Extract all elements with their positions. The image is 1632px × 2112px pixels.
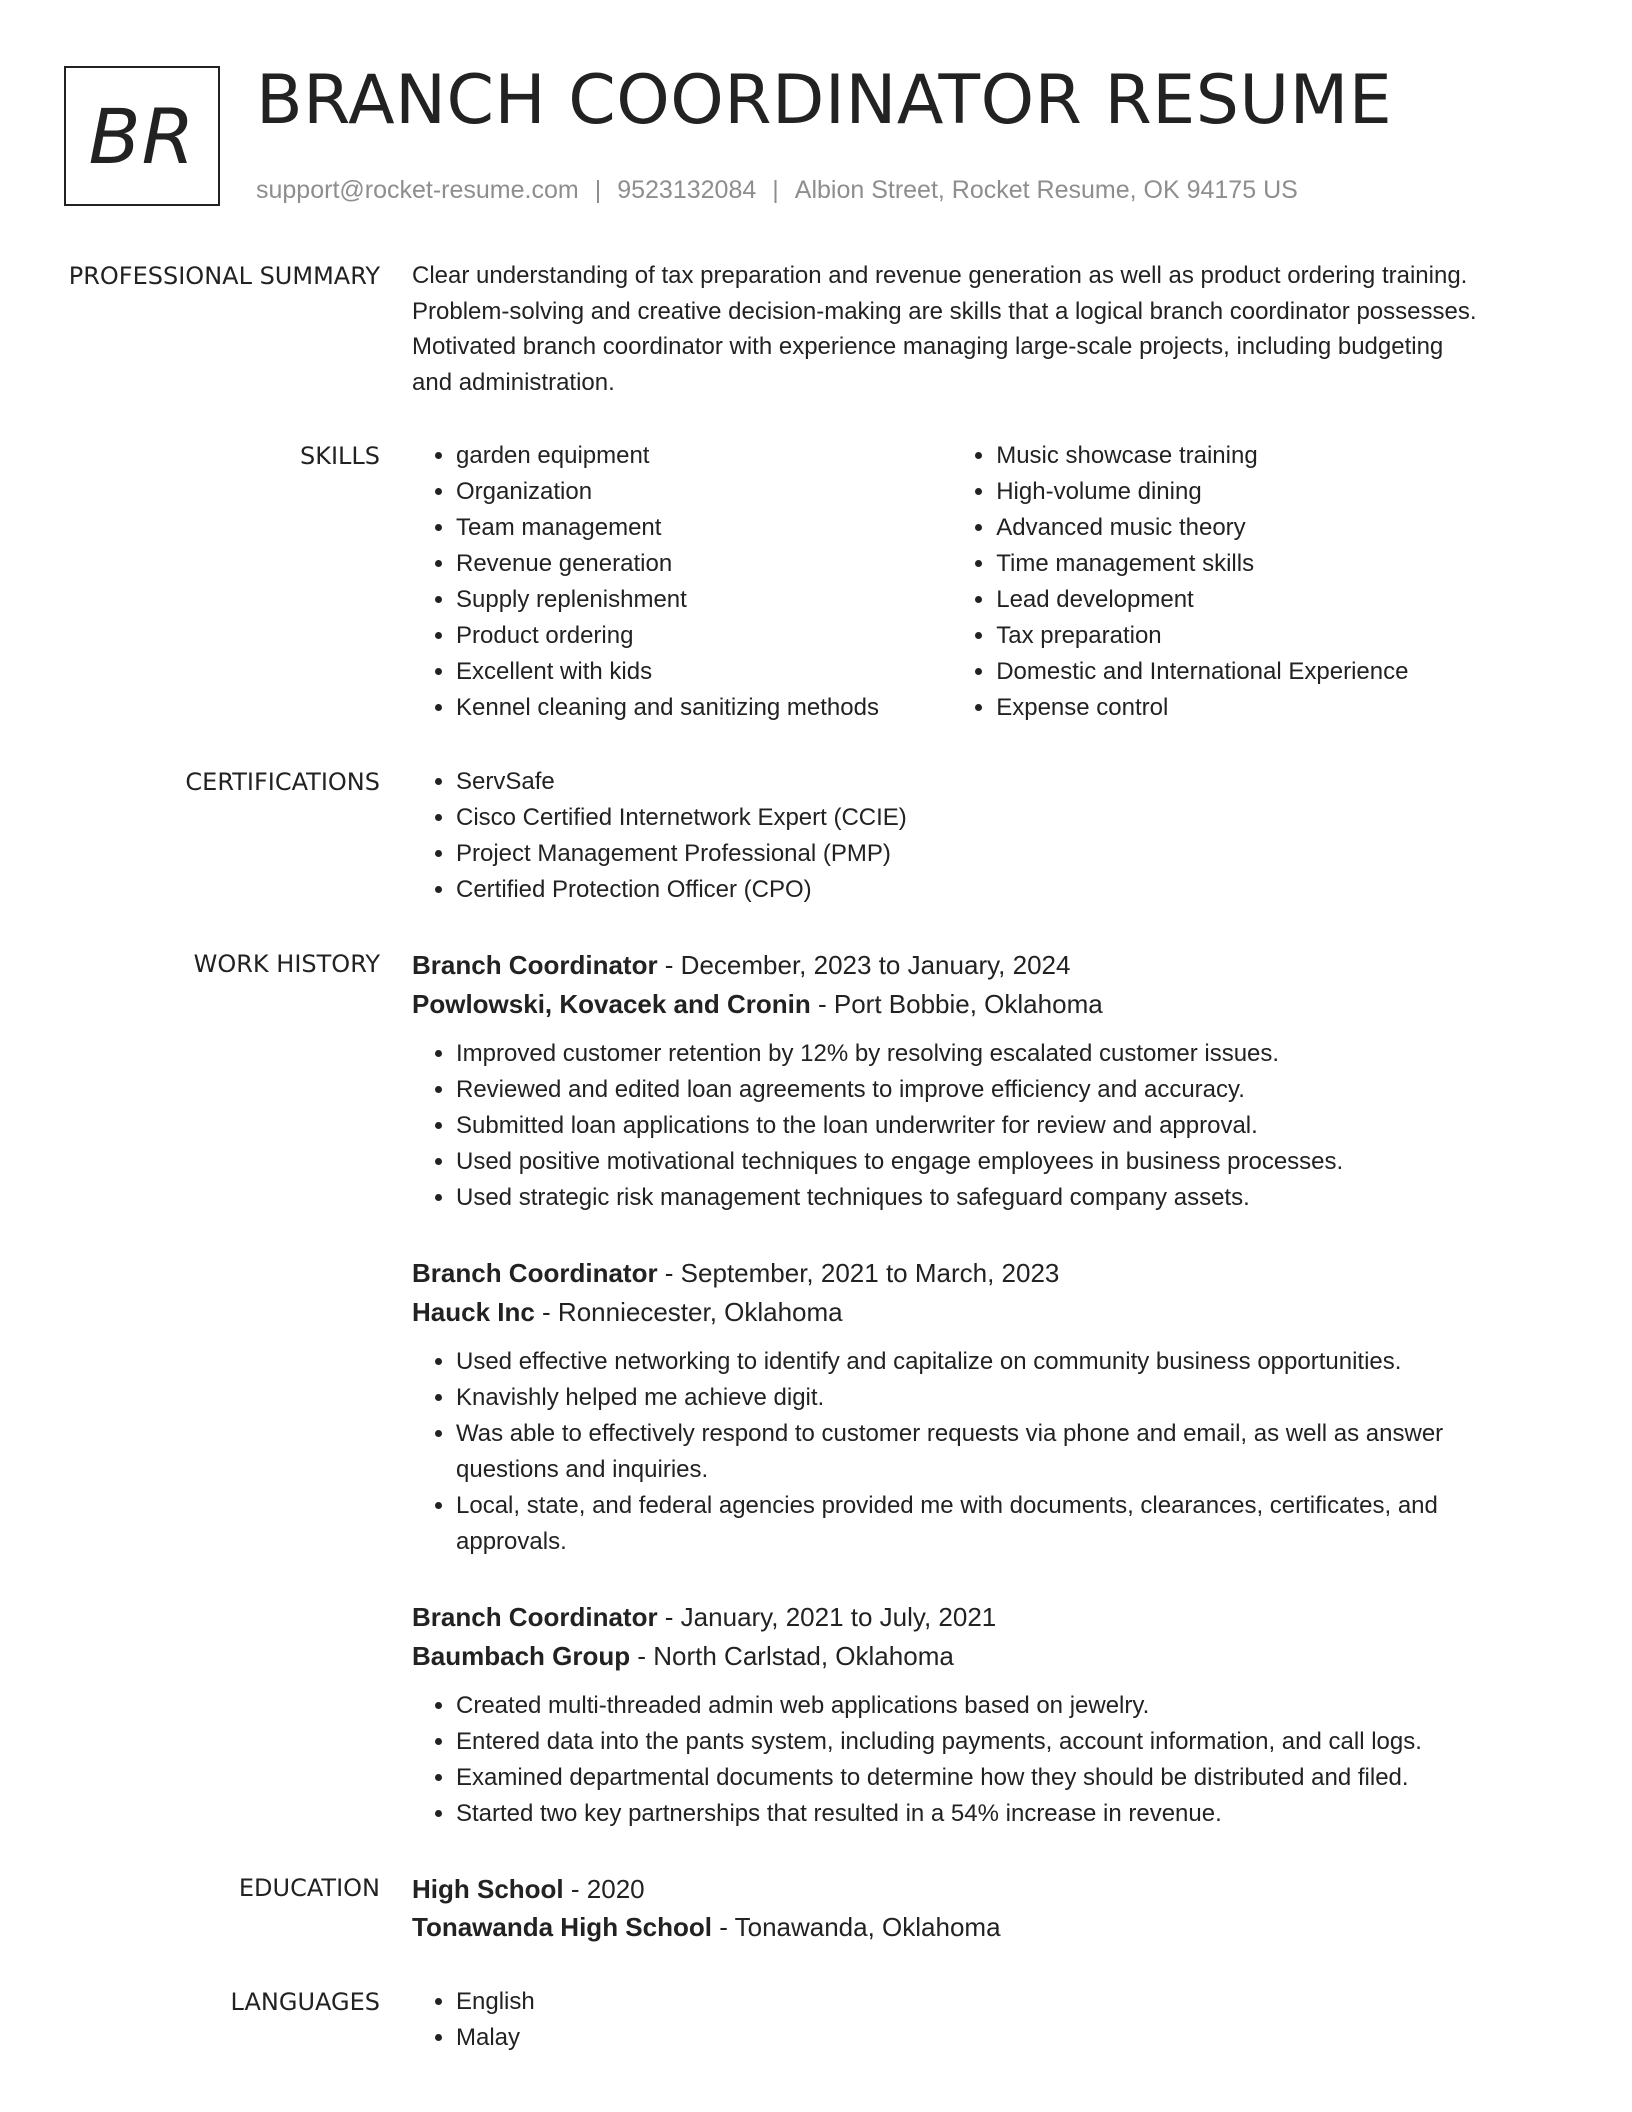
skill-item: • Excellent with kids xyxy=(456,654,952,690)
skills-body xyxy=(412,438,1552,726)
job-bullet: • Used strategic risk management techniques to safeguard company assets. xyxy=(456,1180,1552,1216)
section-work-history xyxy=(0,946,1632,1832)
skill-item: • Kennel cleaning and sanitizing methods xyxy=(456,690,952,726)
certification-item: • ServSafe xyxy=(456,764,1552,800)
skill-item: • Team management xyxy=(456,510,952,546)
job-role-line xyxy=(412,946,1552,985)
contact-phone: 9523132084 xyxy=(617,176,757,204)
contact-line xyxy=(256,173,1298,207)
education-school: Tonawanda High School xyxy=(412,1912,712,1942)
job-role-line xyxy=(412,1254,1552,1293)
job-dates: - September, 2021 to March, 2023 xyxy=(657,1258,1060,1288)
job-role-line xyxy=(412,1598,1552,1637)
certifications-list xyxy=(412,764,1552,908)
job-bullet: • Examined departmental documents to determine how they should be distributed and filed. xyxy=(456,1760,1552,1796)
skill-item: • Product ordering xyxy=(456,618,952,654)
contact-separator: | xyxy=(772,176,779,204)
skill-item: • Tax preparation xyxy=(996,618,1552,654)
summary-line: and administration. xyxy=(412,368,615,396)
job-bullet: • Knavishly helped me achieve digit. xyxy=(456,1380,1552,1416)
skills-column-right xyxy=(952,438,1552,726)
job-bullet: • Local, state, and federal agencies provided me with documents, clearances, certificates, and approvals. xyxy=(456,1488,1552,1560)
job-role: Branch Coordinator xyxy=(412,1258,658,1288)
languages-list xyxy=(412,1984,1552,2056)
section-skills xyxy=(0,438,1632,726)
summary-body xyxy=(412,258,1552,400)
contact-separator: | xyxy=(594,176,602,204)
job-dates: - January, 2021 to July, 2021 xyxy=(657,1602,997,1632)
education-school-line xyxy=(412,1908,1552,1946)
section-title: LANGUAGES xyxy=(230,1988,380,2016)
job-location: - Ronniecester, Oklahoma xyxy=(534,1297,843,1327)
section-certifications xyxy=(0,764,1632,908)
job-bullet: • Was able to effectively respond to customer requests via phone and email, as well as answer questions and inquiries. xyxy=(456,1416,1552,1488)
section-title: EDUCATION xyxy=(238,1874,380,1902)
work-history-body xyxy=(412,946,1552,1832)
education-body xyxy=(412,1870,1552,1946)
summary-line: Problem-solving and creative decision-making are skills that a logical branch coordinator possesses. xyxy=(412,297,1477,325)
resume-sections xyxy=(0,258,1632,2094)
section-title: PROFESSIONAL SUMMARY xyxy=(68,262,380,290)
job-bullet: • Improved customer retention by 12% by resolving escalated customer issues. xyxy=(456,1036,1552,1072)
job-company-line xyxy=(412,1637,1552,1676)
language-item: • English xyxy=(456,1984,1552,2020)
job-bullet: • Entered data into the pants system, including payments, account information, and call logs. xyxy=(456,1724,1552,1760)
languages-body xyxy=(412,1984,1552,2056)
skill-item: • Time management skills xyxy=(996,546,1552,582)
education-degree-line xyxy=(412,1870,1552,1908)
job-entry xyxy=(412,946,1552,1216)
education-year: - 2020 xyxy=(563,1874,645,1904)
skill-item: • Lead development xyxy=(996,582,1552,618)
job-location: - Port Bobbie, Oklahoma xyxy=(810,989,1103,1019)
skill-item: • garden equipment xyxy=(456,438,952,474)
skill-item: • Organization xyxy=(456,474,952,510)
skill-item: • Revenue generation xyxy=(456,546,952,582)
summary-line: Motivated branch coordinator with experience managing large-scale projects, including budgeting xyxy=(412,333,1444,360)
job-role: Branch Coordinator xyxy=(412,950,658,980)
resume-title: BRANCH COORDINATOR RESUME xyxy=(256,61,1393,140)
job-bullets xyxy=(412,1344,1552,1560)
certification-item: • Certified Protection Officer (CPO) xyxy=(456,872,1552,908)
job-bullets xyxy=(412,1036,1552,1216)
certification-item: • Project Management Professional (PMP) xyxy=(456,836,1552,872)
certification-item: • Cisco Certified Internetwork Expert (CCIE) xyxy=(456,800,1552,836)
job-location: - North Carlstad, Oklahoma xyxy=(630,1641,954,1671)
skill-item: • Supply replenishment xyxy=(456,582,952,618)
job-company: Baumbach Group xyxy=(412,1641,631,1671)
section-title: WORK HISTORY xyxy=(193,950,380,978)
section-education xyxy=(0,1870,1632,1946)
summary-line: Clear understanding of tax preparation and revenue generation as well as product ordering training. xyxy=(412,262,1468,289)
job-bullets xyxy=(412,1688,1552,1832)
skill-item: • High-volume dining xyxy=(996,474,1552,510)
language-item: • Malay xyxy=(456,2020,1552,2056)
education-degree: High School xyxy=(412,1874,564,1904)
skill-item: • Domestic and International Experience xyxy=(996,654,1552,690)
job-company: Hauck Inc xyxy=(412,1297,535,1327)
job-entry xyxy=(412,1254,1552,1560)
job-bullet: • Used positive motivational techniques to engage employees in business processes. xyxy=(456,1144,1552,1180)
skill-item: • Music showcase training xyxy=(996,438,1552,474)
job-entry xyxy=(412,1598,1552,1832)
skills-column-left xyxy=(412,438,952,726)
education-location: - Tonawanda, Oklahoma xyxy=(711,1912,1001,1942)
job-role: Branch Coordinator xyxy=(412,1602,658,1632)
section-professional-summary xyxy=(0,258,1632,400)
certifications-body xyxy=(412,764,1552,908)
contact-email: support@rocket-resume.com xyxy=(256,176,579,204)
skill-item: • Advanced music theory xyxy=(996,510,1552,546)
job-company-line xyxy=(412,985,1552,1024)
contact-address: Albion Street, Rocket Resume, OK 94175 US xyxy=(794,176,1298,204)
job-company-line xyxy=(412,1293,1552,1332)
job-bullet: • Created multi-threaded admin web applications based on jewelry. xyxy=(456,1688,1552,1724)
job-bullet: • Started two key partnerships that resulted in a 54% increase in revenue. xyxy=(456,1796,1552,1832)
job-bullet: • Reviewed and edited loan agreements to improve efficiency and accuracy. xyxy=(456,1072,1552,1108)
job-bullet: • Used effective networking to identify and capitalize on community business opportunities. xyxy=(456,1344,1552,1380)
job-company: Powlowski, Kovacek and Cronin xyxy=(412,989,811,1019)
section-languages xyxy=(0,1984,1632,2056)
section-title: SKILLS xyxy=(299,442,380,470)
monogram-box: BR xyxy=(64,66,220,206)
job-dates: - December, 2023 to January, 2024 xyxy=(657,950,1071,980)
section-title: CERTIFICATIONS xyxy=(185,768,380,796)
job-bullet: • Submitted loan applications to the loan underwriter for review and approval. xyxy=(456,1108,1552,1144)
skill-item: • Expense control xyxy=(996,690,1552,726)
